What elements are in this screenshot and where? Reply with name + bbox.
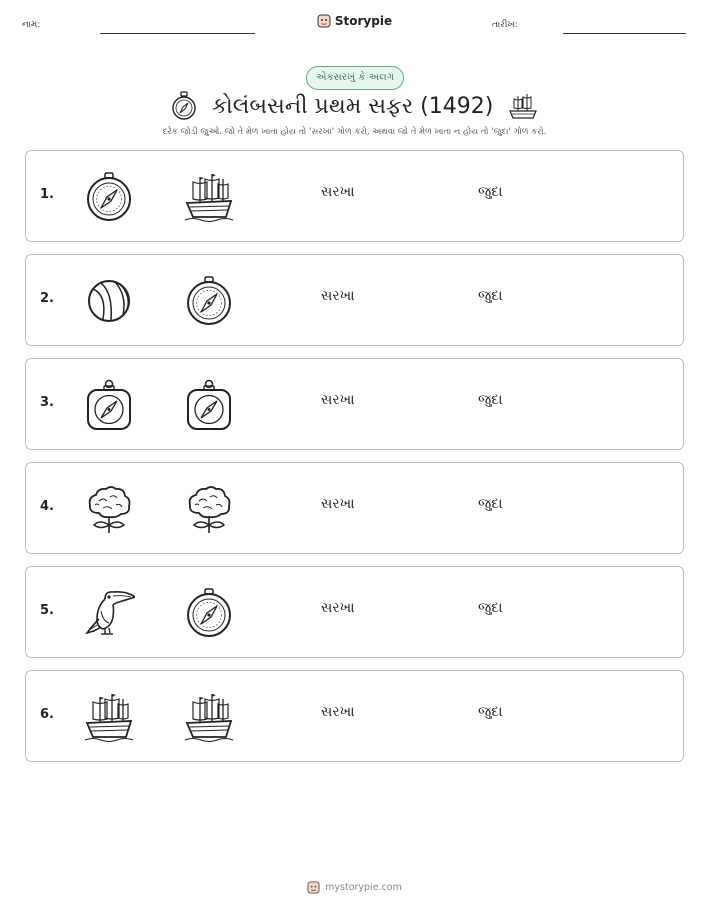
same-option[interactable]: સરખા — [321, 288, 355, 304]
title-row — [0, 90, 709, 122]
pair-row-5 — [25, 566, 684, 658]
sailing-ship-icon — [183, 171, 235, 223]
different-option[interactable]: જુદા — [478, 392, 503, 408]
page-title: કોલંબસની પ્રથમ સફર (1492) — [211, 93, 494, 119]
row-number: 1. — [40, 187, 54, 202]
footer-url[interactable]: mystorypie.com — [325, 882, 402, 893]
square-compass-icon — [83, 379, 135, 431]
name-label: નામ: — [22, 20, 41, 30]
pocket-compass-icon — [83, 171, 135, 223]
pocket-compass-icon — [183, 587, 235, 639]
different-option[interactable]: જુદા — [478, 600, 503, 616]
instructions: દરેક જોડી જુઓ. જો તે મેળ ખાતા હોય તો 'સરખા' ગોળ કરો, અથવા જો તે મેળ ખાતા ન હોય તો 'જુદા' ગોળ કરો. — [162, 127, 547, 137]
pocket-compass-icon — [183, 275, 235, 327]
same-option[interactable]: સરખા — [321, 496, 355, 512]
striped-ball-icon — [83, 275, 135, 327]
pair-row-4 — [25, 462, 684, 554]
brand-logo — [0, 13, 709, 32]
different-option[interactable]: જુદા — [478, 184, 503, 200]
storypie-mascot-icon — [317, 14, 331, 28]
row-number: 2. — [40, 291, 54, 306]
sailing-ship-icon — [183, 691, 235, 743]
footer — [0, 879, 709, 898]
pair-row-1 — [25, 150, 684, 242]
same-option[interactable]: સરખા — [321, 184, 355, 200]
different-option[interactable]: જુદા — [478, 288, 503, 304]
date-label: તારીખ: — [492, 20, 518, 30]
different-option[interactable]: જુદા — [478, 704, 503, 720]
name-line[interactable] — [100, 33, 255, 34]
storypie-mascot-icon — [307, 881, 320, 894]
row-number: 5. — [40, 603, 54, 618]
date-line[interactable] — [563, 33, 686, 34]
pair-row-6 — [25, 670, 684, 762]
row-number: 4. — [40, 499, 54, 514]
pair-row-2 — [25, 254, 684, 346]
row-number: 3. — [40, 395, 54, 410]
activity-type-badge: એકસરખું કે અલગ — [306, 66, 404, 90]
same-option[interactable]: સરખા — [321, 704, 355, 720]
square-compass-icon — [183, 379, 235, 431]
pair-row-3 — [25, 358, 684, 450]
cotton-plant-icon — [183, 483, 235, 535]
toucan-icon — [83, 587, 135, 639]
compass-icon — [170, 91, 198, 121]
row-number: 6. — [40, 707, 54, 722]
brand-name: Storypie — [334, 14, 393, 28]
different-option[interactable]: જુદા — [478, 496, 503, 512]
ship-icon — [507, 91, 539, 121]
cotton-plant-icon — [83, 483, 135, 535]
same-option[interactable]: સરખા — [321, 392, 355, 408]
same-option[interactable]: સરખા — [321, 600, 355, 616]
sailing-ship-icon — [83, 691, 135, 743]
